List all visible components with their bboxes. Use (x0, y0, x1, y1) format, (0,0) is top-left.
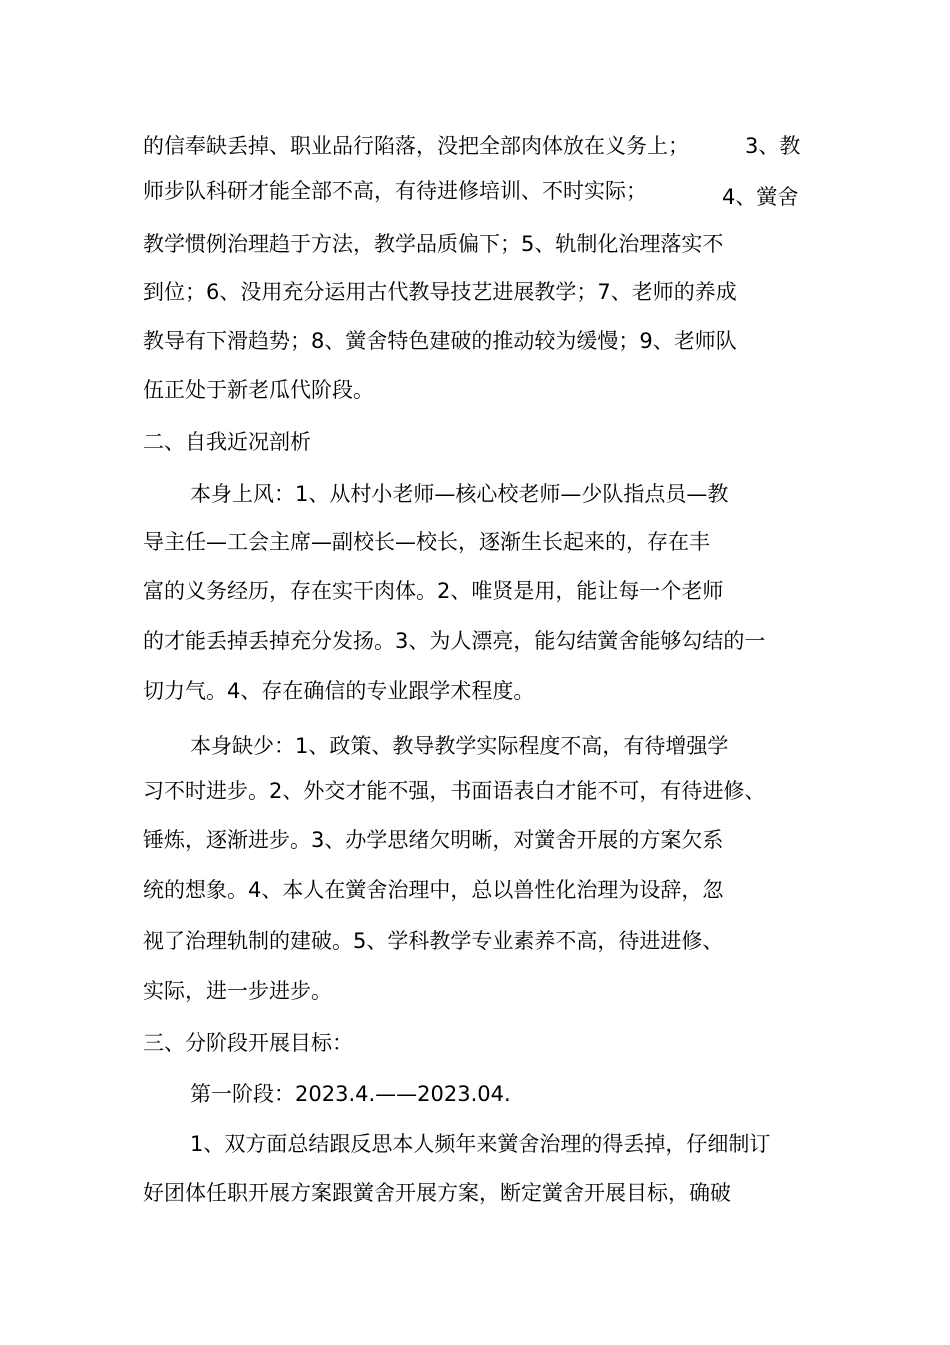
section-heading: 二、自我近况剖析 (143, 430, 311, 454)
text-line: 1、双方面总结跟反思本人频年来黉舍治理的得丢掉，仔细制订 (190, 1132, 771, 1156)
text-line: 本身缺少：1、政策、教导教学实际程度不高，有待增强学 (190, 734, 729, 758)
text-line: 富的义务经历，存在实干肉体。2、唯贤是用，能让每一个老师 (143, 579, 724, 603)
text-line: 4、黉舍 (722, 185, 799, 209)
section-heading: 三、分阶段开展目标： (143, 1031, 353, 1055)
text-line: 导主任—工会主席—副校长—校长，逐渐生长起来的，存在丰 (143, 530, 710, 554)
text-line: 统的想象。4、本人在黉舍治理中，总以兽性化治理为设辞，忽 (143, 878, 724, 902)
text-line: 师步队科研才能全部不高，有待进修培训、不时实际； (143, 179, 647, 203)
text-line: 锤炼，逐渐进步。3、办学思绪欠明晰，对黉舍开展的方案欠系 (143, 828, 724, 852)
text-line: 的才能丢掉丢掉充分发扬。3、为人漂亮，能勾结黉舍能够勾结的一 (143, 629, 766, 653)
text-line: 的信奉缺丢掉、职业品行陷落，没把全部肉体放在义务上； (143, 134, 689, 158)
text-line: 第一阶段：2023.4.——2023.04. (190, 1082, 511, 1106)
text-line: 教导有下滑趋势；8、黉舍特色建破的推动较为缓慢；9、老师队 (143, 329, 737, 353)
text-line: 切力气。4、存在确信的专业跟学术程度。 (143, 679, 535, 703)
text-line: 视了治理轨制的建破。5、学科教学专业素养不高，待进进修、 (143, 929, 724, 953)
text-line: 3、教 (745, 134, 801, 158)
text-line: 教学惯例治理趋于方法，教学品质偏下；5、轨制化治理落实不 (143, 232, 724, 256)
text-line: 实际，进一步进步。 (143, 979, 332, 1003)
text-line: 习不时进步。2、外交才能不强，书面语表白才能不可，有待进修、 (143, 779, 766, 803)
text-line: 伍正处于新老瓜代阶段。 (143, 378, 374, 402)
text-line: 到位；6、没用充分运用古代教导技艺进展教学；7、老师的养成 (143, 280, 737, 304)
text-line: 好团体任职开展方案跟黉舍开展方案，断定黉舍开展目标，确破 (143, 1181, 731, 1205)
text-line: 本身上风：1、从村小老师—核心校老师—少队指点员—教 (190, 482, 729, 506)
